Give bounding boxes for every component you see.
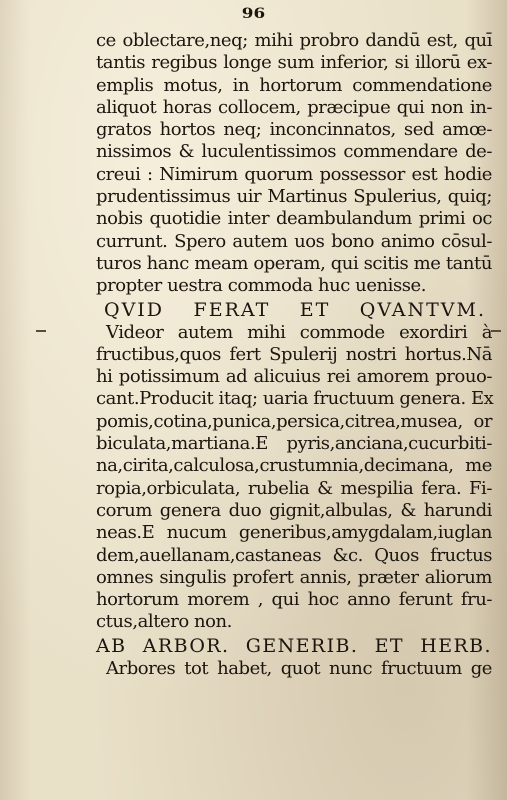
text-line: propter uestra commoda huc uenisse.: [96, 275, 427, 297]
text-line: na,cirita,calculosa,crustumnia,decimana, me: [96, 455, 492, 477]
text-block: [96, 30, 492, 680]
text-line: nissimos & luculentissimos commendare de-: [96, 141, 492, 163]
text-line: Arbores tot habet, quot nunc fructuum ge: [106, 657, 492, 679]
text-line: tantis regibus longe sum inferior, si illorū ex-: [96, 52, 492, 74]
text-line: prudentissimus uir Martinus Spulerius, quiq;: [96, 186, 492, 208]
text-line: fructibus,quos fert Spulerij nostri hortus.Nā: [96, 343, 492, 365]
text-line: cant.Producit itaq; uaria fructuum genera. Ex: [96, 388, 494, 410]
text-line: nobis quotidie inter deambulandum primi oc: [96, 208, 492, 230]
text-line: turos hanc meam operam, qui scitis me tantū: [96, 252, 492, 274]
text-line: pomis,cotina,punica,persica,citrea,musea, or: [96, 410, 492, 432]
text-line: ctus,altero non.: [96, 611, 232, 633]
text-line: ropia,orbiculata, rubelia & mespilia fera. Fi-: [96, 477, 492, 499]
text-line: ce oblectare,neq; mihi probro dandū est, quī: [96, 30, 492, 51]
section-heading: QVID FERAT ET QVANTVM.: [104, 298, 486, 321]
text-line: creui : Nimirum quorum possessor est hodie: [96, 163, 492, 185]
text-line: aliquot horas collocem, præcipue qui non in-: [96, 96, 492, 118]
text-line: hi potissimum ad alicuius rei amorem prouo-: [96, 366, 492, 388]
right-margin-mark: [491, 330, 501, 332]
text-line: currunt. Spero autem uos bono animo cōsul-: [96, 230, 492, 252]
text-line: biculata,martiana.E pyris,anciana,cucurbiti-: [96, 433, 492, 455]
text-line: omnes singulis profert annis, præter aliorum: [96, 566, 492, 588]
text-line: gratos hortos neq; inconcinnatos, sed amœ-: [96, 119, 492, 141]
text-line: neas.E nucum generibus,amygdalam,iuglan: [96, 522, 492, 544]
page-number: 96: [241, 6, 266, 22]
text-line: dem,auellanam,castaneas &c. Quos fructus: [96, 544, 492, 566]
text-line: Videor autem mihi commode exordiri à: [106, 321, 492, 343]
section-heading: AB ARBOR. GENERIB. ET HERB.: [96, 634, 492, 657]
text-line: hortorum morem , qui hoc anno ferunt fru-: [96, 589, 492, 611]
text-line: emplis motus, in hortorum commendatione: [96, 74, 492, 96]
text-line: corum genera duo gignit,albulas, & harundi: [96, 499, 492, 521]
left-margin-mark: [36, 330, 46, 332]
